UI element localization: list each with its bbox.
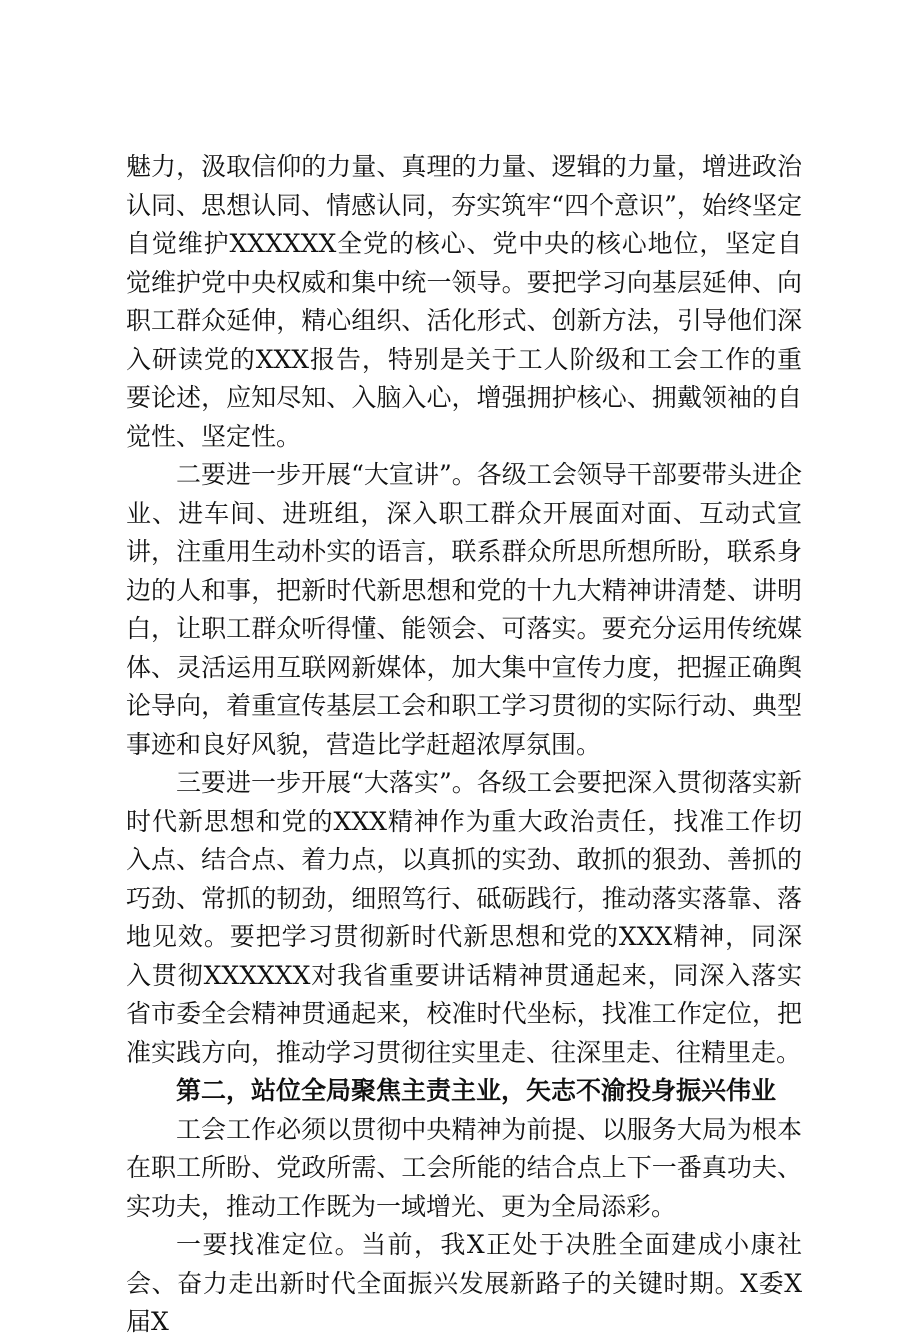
paragraph-find-position: 一要找准定位。当前，我X正处于决胜全面建成小康社会、奋力走出新时代全面振兴发展新路子的关键时期。X委X届X	[126, 1230, 802, 1336]
paragraph-section-intro: 工会工作必须以贯彻中央精神为前提、以服务大局为根本在职工所盼、党政所需、工会所能的结合点上下一番真功夫、实功夫，推动工作既为一域增光、更为全局添彩。	[126, 1114, 802, 1221]
paragraph-continuation: 魅力，汲取信仰的力量、真理的力量、逻辑的力量，增进政治认同、思想认同、情感认同，夯实筑牢“四个意识”，始终坚定自觉维护XXXXXX全党的核心、党中央的核心地位，坚定自觉维护党中央权威和集中统一领导。要把学习向基层延伸、向职工群众延伸，精心组织、活化形式、创新方法，引导他们深入研读党的XXX报告，特别是关于工人阶级和工会工作的重要论述，应知尽知、入脑入心，增强拥护核心、拥戴领袖的自觉性、坚定性。	[126, 152, 802, 451]
paragraph-da-xuanjiang: 二要进一步开展“大宣讲”。各级工会领导干部要带头进企业、进车间、进班组，深入职工群众开展面对面、互动式宣讲，注重用生动朴实的语言，联系群众所思所想所盼，联系身边的人和事，把新时代新思想和党的十九大精神讲清楚、讲明白，让职工群众听得懂、能领会、可落实。要充分运用传统媒体、灵活运用互联网新媒体，加大集中宣传力度，把握正确舆论导向，着重宣传基层工会和职工学习贯彻的实际行动、典型事迹和良好风貌，营造比学赶超浓厚氛围。	[126, 460, 802, 759]
document-body	[126, 148, 802, 1342]
section-heading-second: 第二，站位全局聚焦主责主业，矢志不渝投身振兴伟业	[176, 1076, 777, 1105]
paragraph-da-luoshi: 三要进一步开展“大落实”。各级工会要把深入贯彻落实新时代新思想和党的XXX精神作为重大政治责任，找准工作切入点、结合点、着力点，以真抓的实劲、敢抓的狠劲、善抓的巧劲、常抓的韧劲，细照笃行、砥砺践行，推动落实落靠、落地见效。要把学习贯彻新时代新思想和党的XXX精神，同深入贯彻XXXXXX对我省重要讲话精神贯通起来，同深入落实省市委全会精神贯通起来，校准时代坐标，找准工作定位，把准实践方向，推动学习贯彻往实里走、往深里走、往精里走。	[126, 768, 802, 1067]
